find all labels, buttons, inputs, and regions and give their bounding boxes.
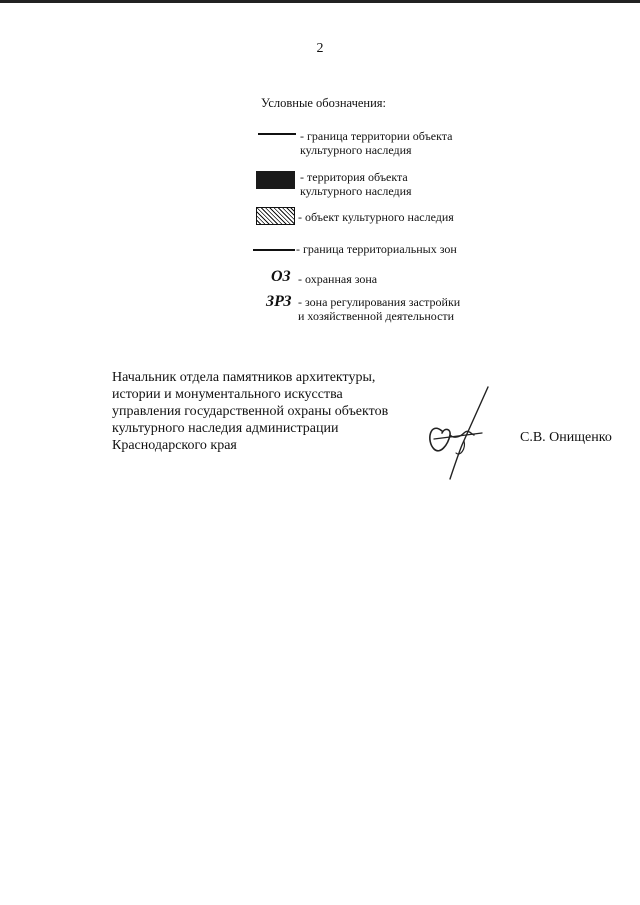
legend-item-text <box>298 272 377 286</box>
legend-symbol-code-oz: ОЗ <box>271 268 291 285</box>
legend-line: - охранная зона <box>298 272 378 286</box>
legend-item-text <box>296 242 457 256</box>
legend-symbol-zones-line <box>253 249 295 251</box>
signer-name: С.В. Онищенко <box>520 430 612 445</box>
legend-line: - граница территории объекта <box>300 129 453 143</box>
legend-line: культурного наследия <box>300 184 412 198</box>
legend-line: - граница территориальных зон <box>296 242 457 256</box>
handwritten-signature <box>420 383 510 483</box>
legend-item-text <box>298 295 460 323</box>
legend-line: культурного наследия <box>300 143 412 157</box>
position-line: Начальник отдела памятников архитектуры, <box>112 370 376 385</box>
position-line: Краснодарского края <box>112 438 237 453</box>
legend-line: - территория объекта <box>300 170 408 184</box>
top-border-line <box>0 0 640 3</box>
legend-line: - зона регулирования застройки <box>298 295 461 309</box>
legend-symbol-solid-fill <box>256 171 295 189</box>
legend-line: - объект культурного наследия <box>298 210 454 224</box>
legend-item-text <box>300 129 452 157</box>
page-number: 2 <box>316 41 324 56</box>
legend-symbol-hatched-box <box>256 207 295 225</box>
position-line: управления государственной охраны объектов <box>112 404 389 419</box>
legend-item-text <box>300 170 412 198</box>
signature-block <box>112 369 388 454</box>
legend-title: Условные обозначения: <box>261 96 387 110</box>
position-line: истории и монументального искусства <box>112 387 343 402</box>
legend-symbol-code-zrz: ЗРЗ <box>266 293 292 310</box>
position-line: культурного наследия администрации <box>112 421 339 436</box>
legend-symbol-boundary-line <box>258 133 296 135</box>
legend-item-text <box>298 210 454 224</box>
legend-line: и хозяйственной деятельности <box>298 309 455 323</box>
